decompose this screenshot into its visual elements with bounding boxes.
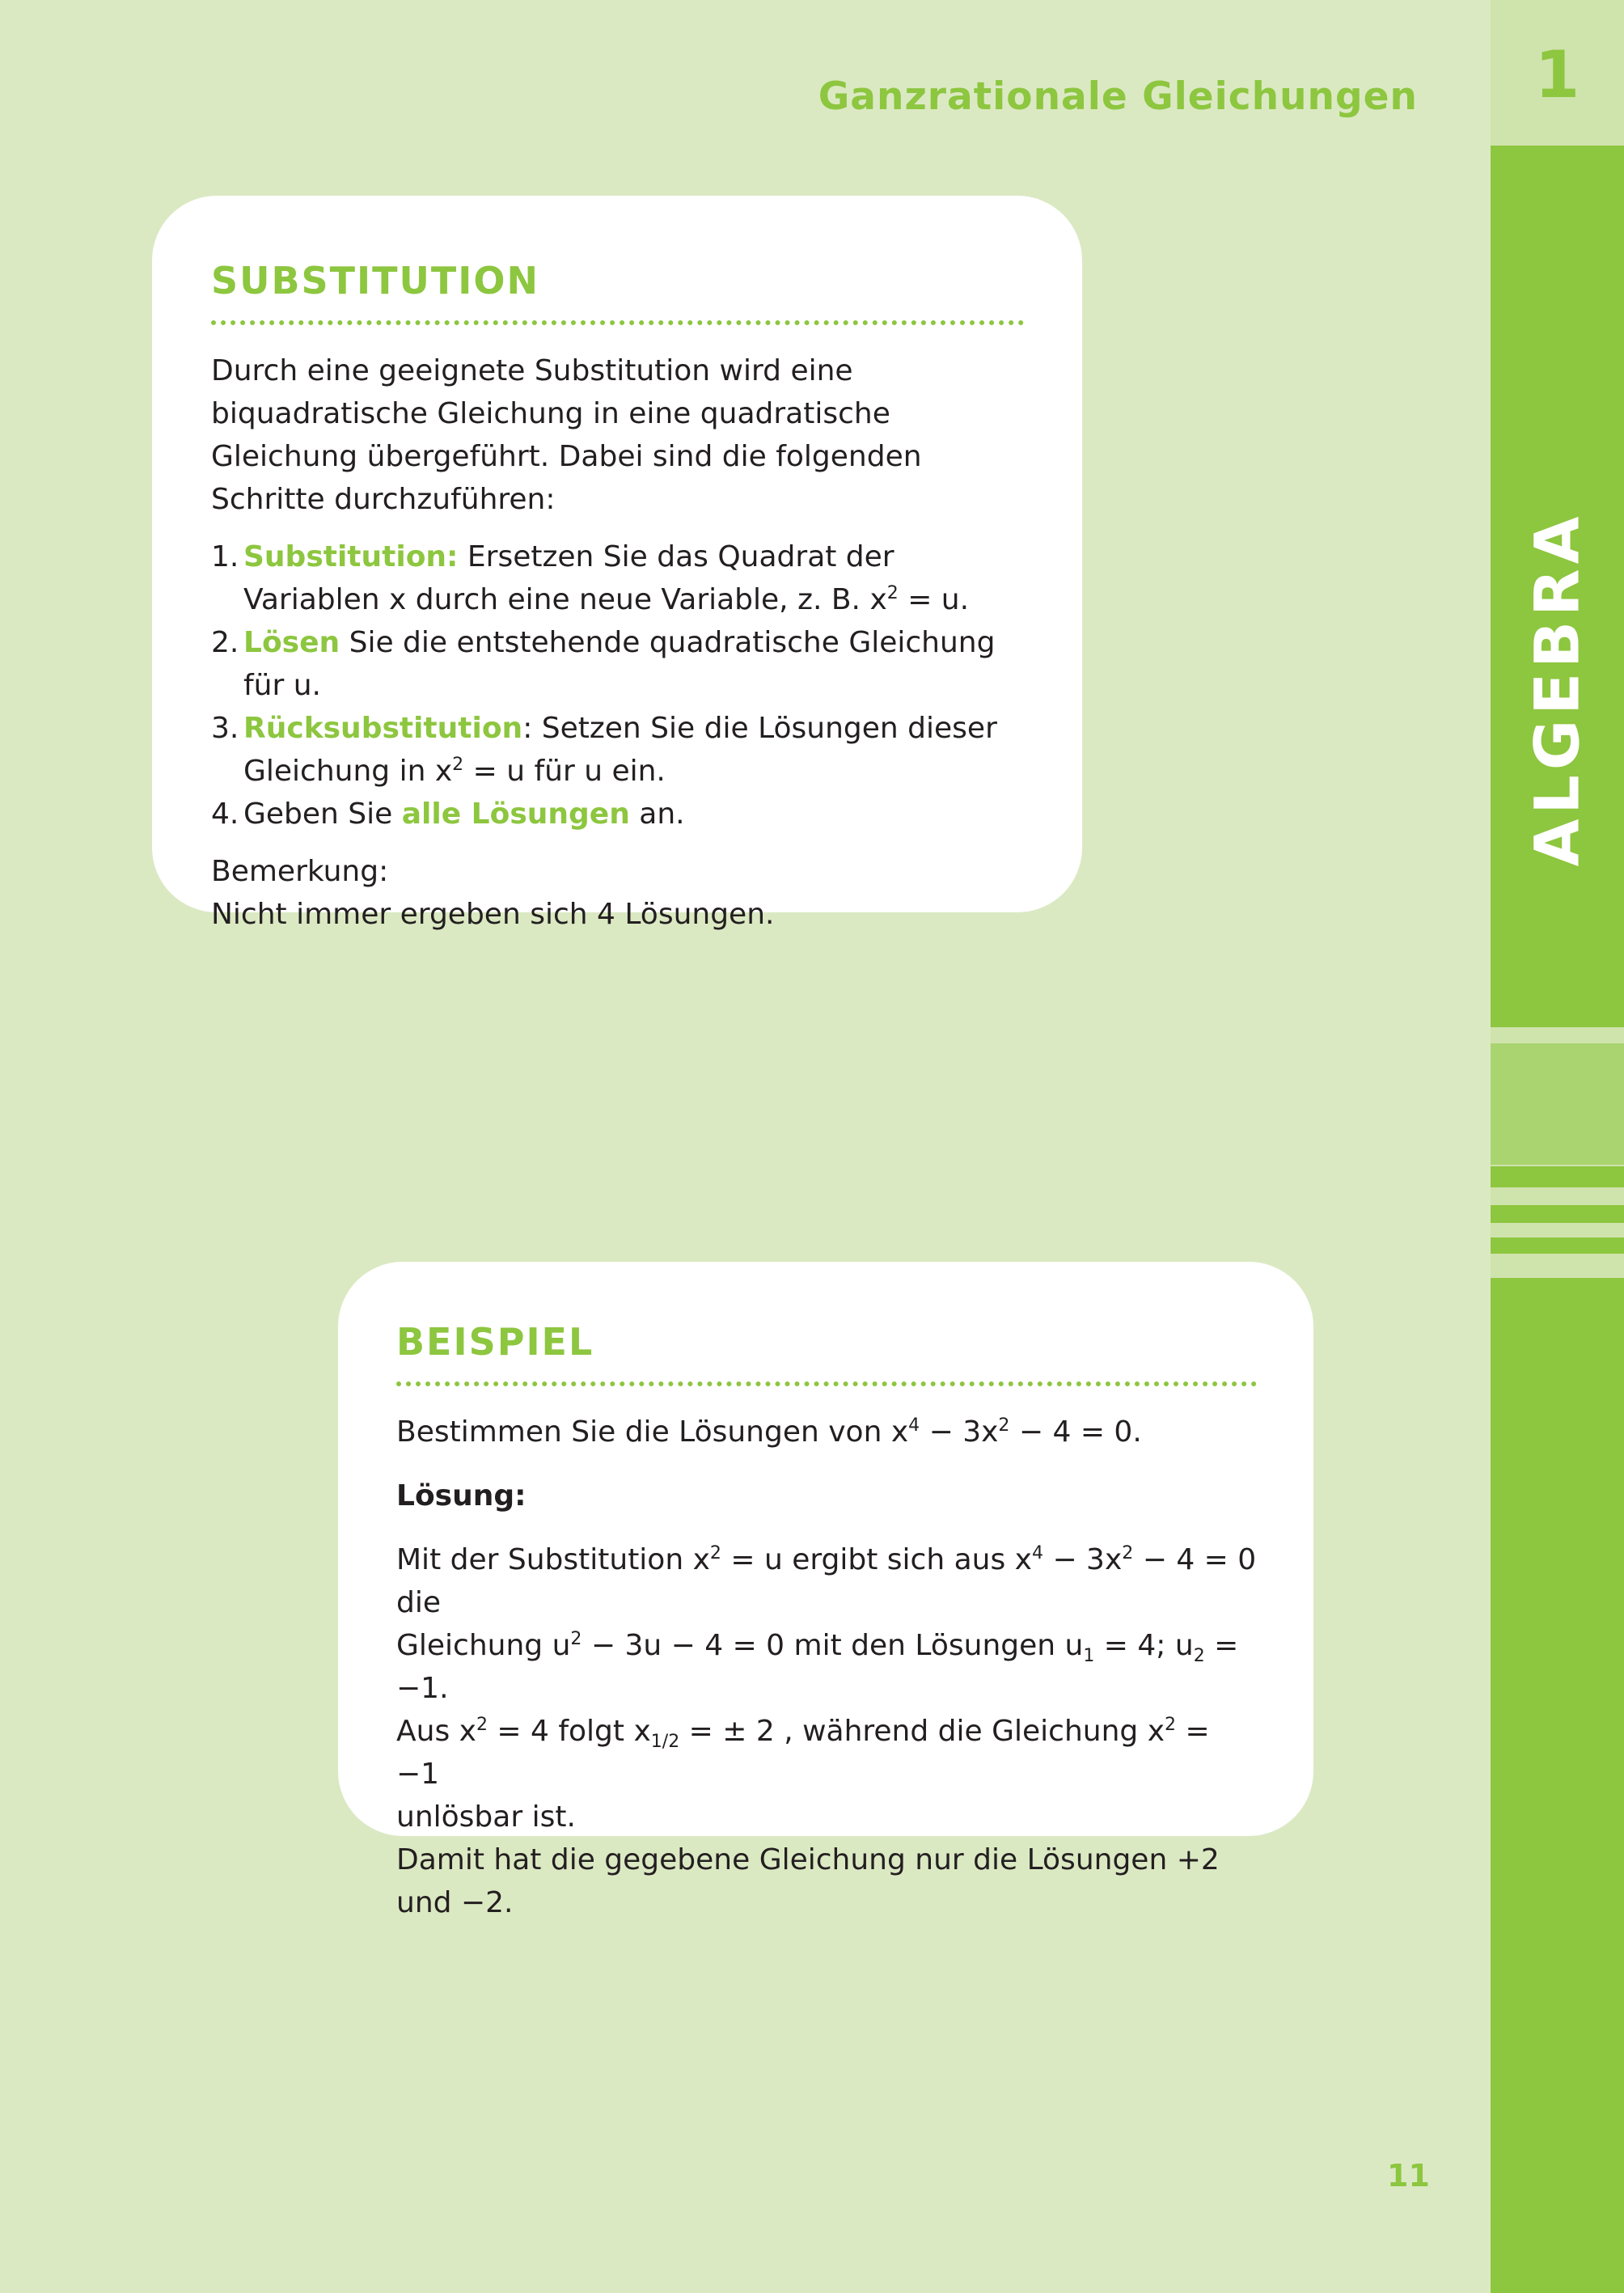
band-segment-light (1491, 1043, 1624, 1165)
dotted-divider (396, 1381, 1257, 1386)
chapter-number: 1 (1534, 37, 1580, 112)
task-text: Bestimmen Sie die Lösungen von $x^4 - 3x^2 - 4 = 0$. (396, 1415, 1142, 1449)
steps-list (211, 535, 1024, 836)
substitution-card (152, 196, 1082, 931)
list-item: 1. Substitution: Ersetzen Sie das Quadrat der Variablen x durch eine neue Variable, z. B. $x^2 = u$. (211, 540, 970, 616)
band-stripe (1491, 1166, 1624, 1187)
solution-line: Gleichung $u^2 - 3u - 4 = 0$ mit den Lösungen $u_1 = 4$; $u_2 = -1$. (396, 1629, 1239, 1705)
remark-text: Nicht immer ergeben sich 4 Lösungen. (211, 898, 775, 931)
solution-line: Mit der Substitution $x^2 = u$ ergibt sich aus $x^4 - 3x^2 - 4 = 0$ die (396, 1543, 1257, 1619)
solution-line: Aus $x^2 = 4$ folgt $x_{1/2}$ = ± 2 , während die Gleichung $x^2 = -1$ (396, 1715, 1210, 1791)
list-item: 2. Lösen Sie die entstehende quadratische Gleichung für u. (211, 626, 996, 702)
section-label: ALGEBRA (1520, 511, 1593, 867)
intro-paragraph: Durch eine geeignete Substitution wird eine biquadratische Gleichung in eine quadratische Gleichung übergeführt. Dabei sind die folgenden Schritte durchzuführen: (211, 354, 922, 516)
band-segment (1491, 922, 1624, 1027)
card-title: SUBSTITUTION (211, 259, 539, 302)
side-band (1491, 0, 1624, 2293)
remark-label: Bemerkung: (211, 855, 389, 888)
list-item: 4. Geben Sie alle Lösungen an. (211, 797, 685, 831)
page-number: 11 (1387, 2158, 1430, 2194)
card-title: BEISPIEL (396, 1320, 594, 1364)
band-segment-bottom (1491, 1278, 1624, 2293)
band-stripe (1491, 1237, 1624, 1254)
running-header: Ganzrationale Gleichungen (818, 74, 1418, 119)
example-card (338, 1262, 1313, 1919)
list-item: 3. Rücksubstitution: Setzen Sie die Lösungen dieser Gleichung in $x^2 = u$ für u ein. (211, 712, 997, 788)
band-stripe (1491, 1205, 1624, 1223)
solution-label: Lösung: (396, 1479, 527, 1512)
solution-line: Damit hat die gegebene Gleichung nur die Lösungen +2 und −2. (396, 1843, 1220, 1919)
dotted-divider (211, 320, 1024, 325)
chapter-tab (1491, 0, 1624, 146)
solution-line: unlösbar ist. (396, 1800, 576, 1834)
